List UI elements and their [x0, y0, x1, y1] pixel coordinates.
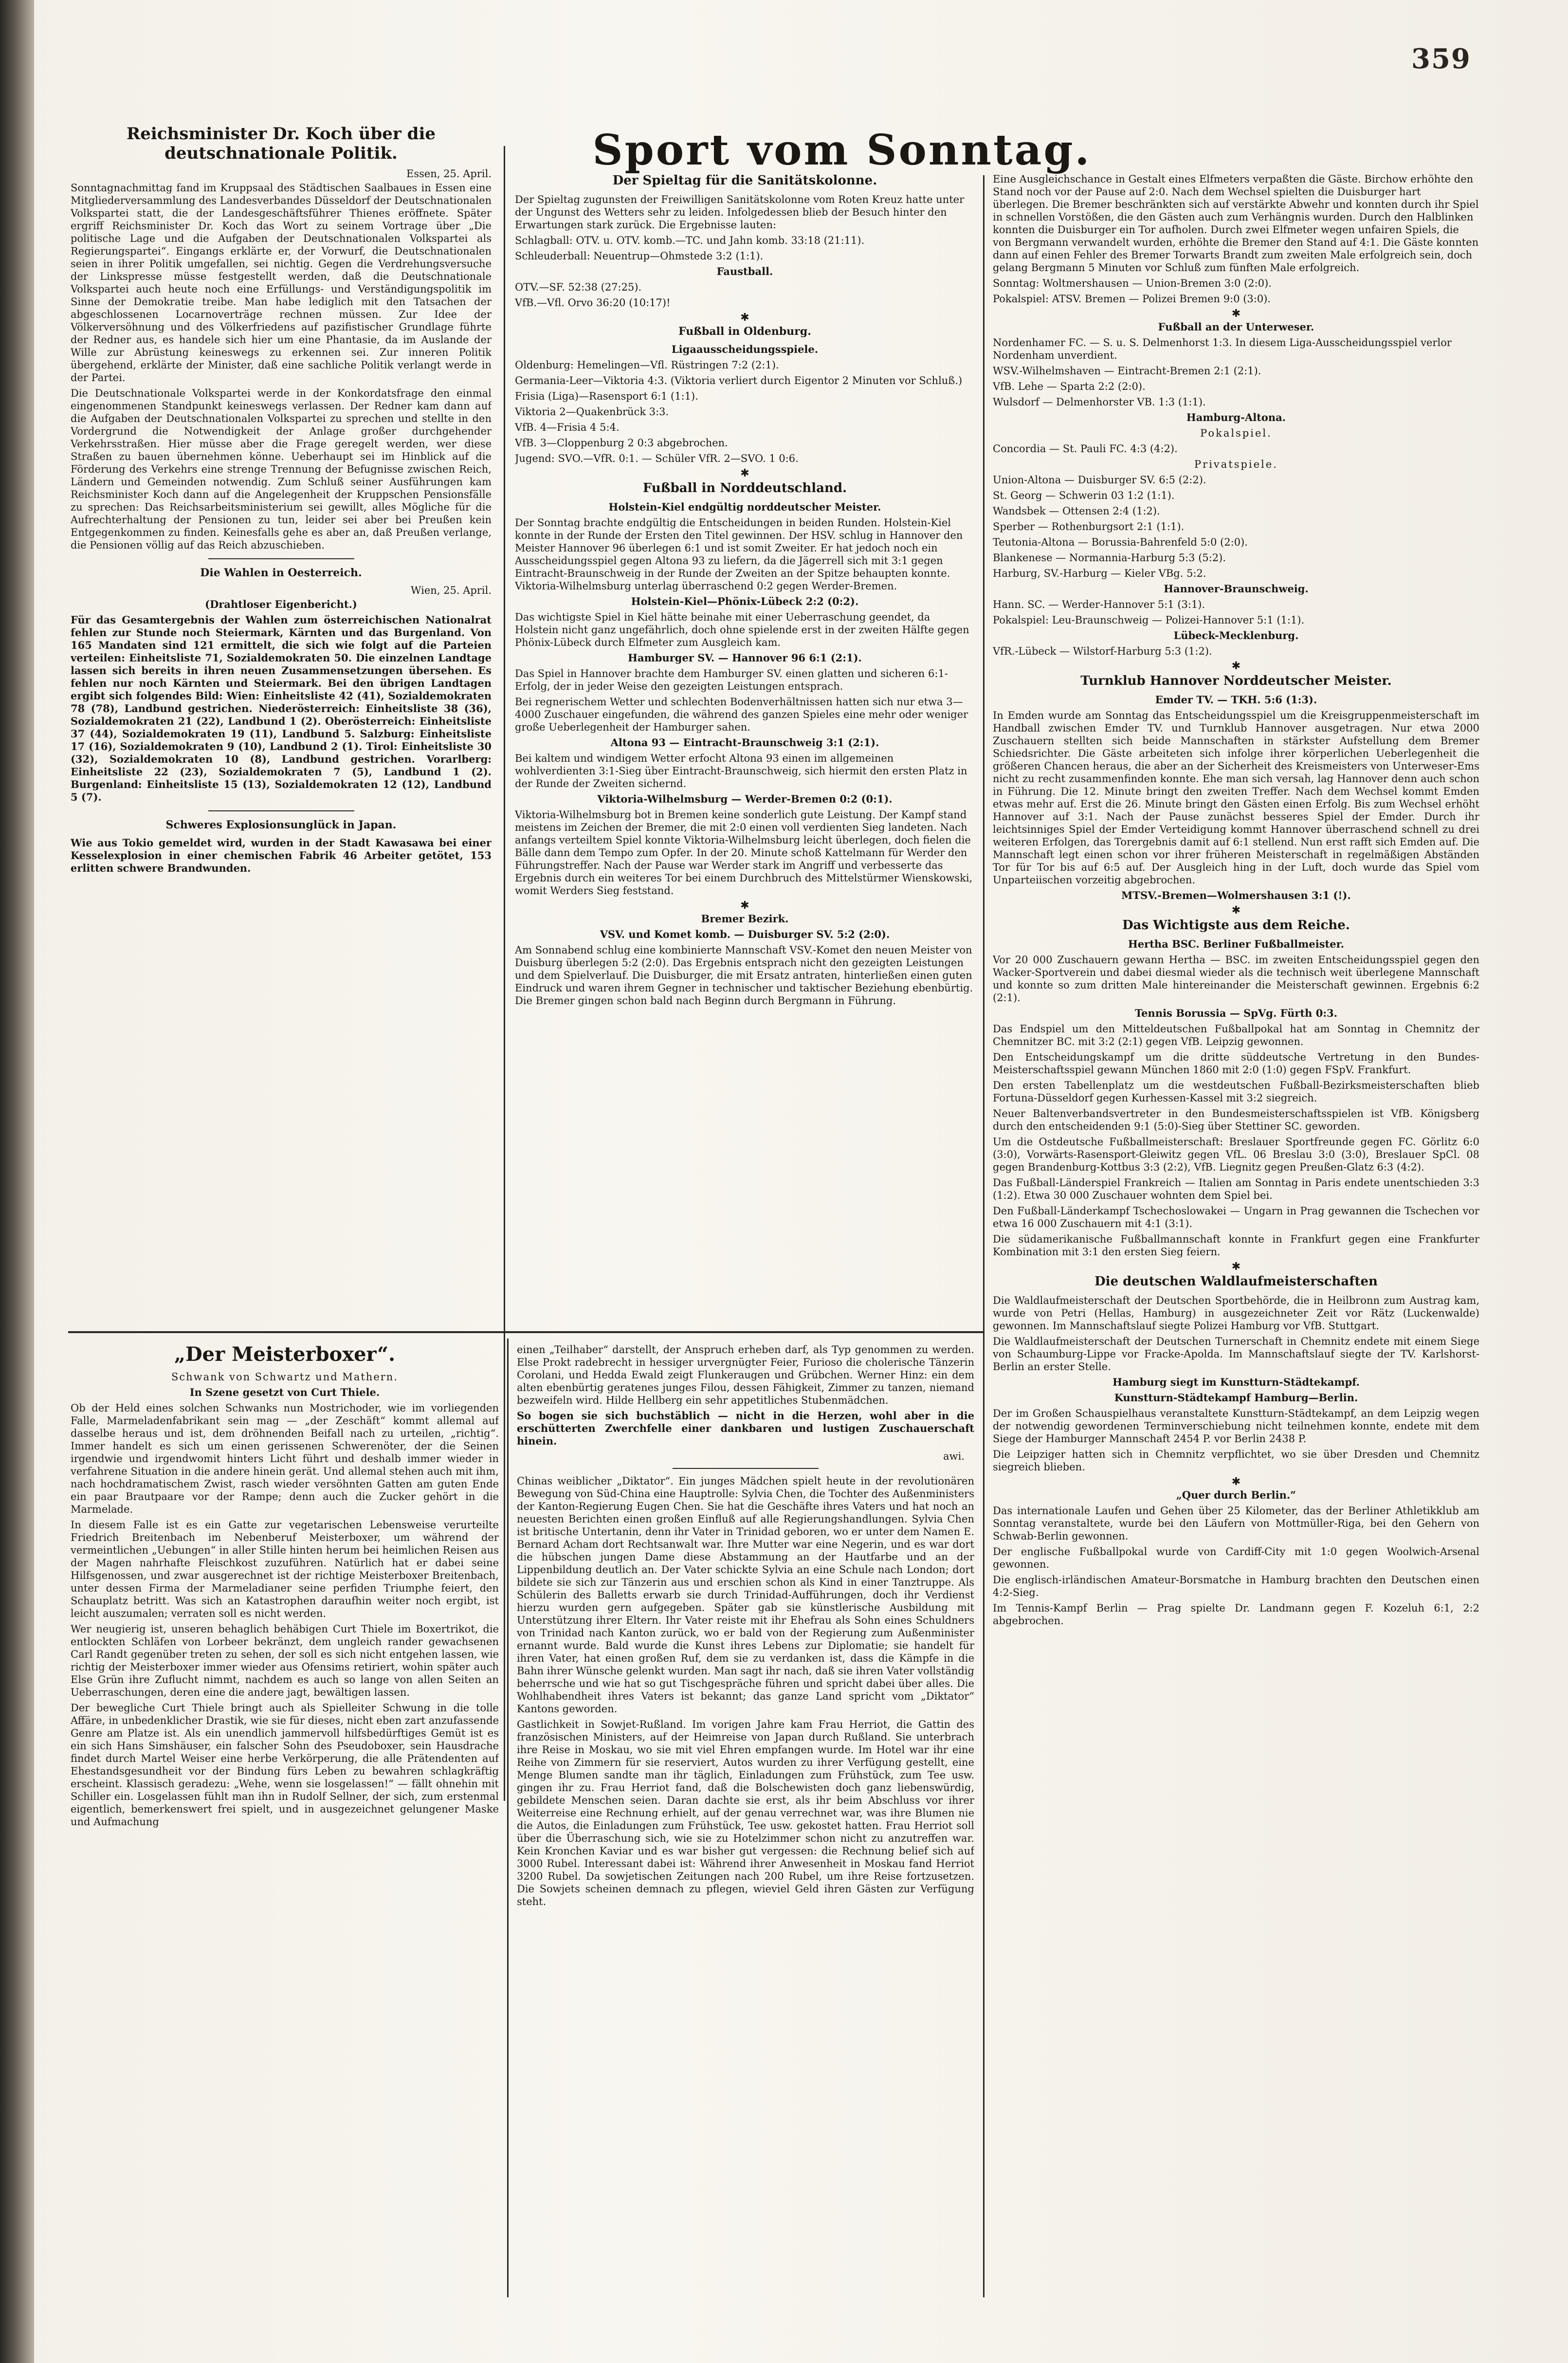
match-heading: Hamburger SV. — Hannover 96 6:1 (2:1).	[628, 652, 862, 664]
match-heading: VSV. und Komet komb. — Duisburger SV. 5:2 (2:0).	[600, 928, 890, 940]
divider	[208, 558, 354, 559]
oldenburg-result: Frisia (Liga)—Rasensport 6:1 (1:1).	[515, 390, 698, 402]
sanitaets-text: Der Spieltag zugunsten der Freiwilligen Sanitätskolonne vom Roten Kreuz hatte unter der Ungunst des Wetters sehr zu leiden. Infolgedessen blieb der Besuch hinter den Erwartungen stark zurück. Die Ergebnisse lauten:	[515, 194, 965, 231]
feuilleton-rule	[68, 1331, 983, 1333]
column-rule-2	[983, 175, 985, 2297]
page-number: 359	[1411, 43, 1471, 75]
match-heading: Holstein-Kiel—Phönix-Lübeck 2:2 (0:2).	[631, 595, 859, 607]
privat-sub: Privatspiele.	[1194, 458, 1278, 470]
luebeck-sub: Lübeck-Mecklenburg.	[1173, 629, 1299, 641]
wahlen-sub: (Drahtloser Eigenbericht.)	[205, 598, 357, 610]
kunstturn-sub2: Kunstturn-Städtekampf Hamburg—Berlin.	[1114, 1392, 1358, 1404]
oldenburg-result: Oldenburg: Hemelingen—Vfl. Rüstringen 7:2 (2:1).	[515, 359, 779, 371]
wahlen-dateline: Wien, 25. April.	[410, 585, 492, 596]
quer-sub: „Quer durch Berlin.“	[1176, 1489, 1296, 1501]
result-line: Teutonia-Altona — Borussia-Bahrenfeld 5:0 (2:0).	[993, 536, 1248, 548]
waldlauf-headline: Die deutschen Waldlaufmeisterschaften	[1094, 1274, 1378, 1289]
reich-paragraph: Um die Ostdeutsche Fußballmeisterschaft: Breslauer Sportfreunde gegen FC. Görlitz 6:0 (3:0), Vorwärts-Rasensport-Gleiwitz gegen VfL. 06 Breslau 3:0 (3:0), Breslauer SpCl. 08 gegen Brandenburg-Kottbus 3:3 (2:2), VfB. Liegnitz gegen Preußen-Glatz 6:3 (4:2).	[993, 1136, 1479, 1173]
kunstturn-paragraph: Der im Großen Schauspielhaus veranstaltete Kunstturn-Städtekampf, an dem Leipzig wegen der notwendig gewordenen Terminverschiebung nicht teilnehmen konnte, endete mit dem Siege der Hamburger Mannschaft 2454 P. vor Berlin 2438 P.	[993, 1408, 1479, 1445]
book-binding-edge	[0, 0, 34, 2363]
result-line: Wandsbek — Ottensen 2:4 (1:2).	[993, 505, 1160, 517]
quer-paragraph: Der englische Fußballpokal wurde von Cardiff-City mit 1:0 gegen Woolwich-Arsenal gewonnen.	[993, 1546, 1479, 1570]
reich-paragraph: Neuer Baltenverbandsvertreter in den Bundesmeisterschaftsspielen ist VfB. Königsberg durch den entscheidenden 9:1 (5:0)-Sieg über Stettiner SC. geworden.	[993, 1108, 1479, 1132]
sport-title: Sport vom Sonntag.	[592, 126, 1092, 175]
turnklub-result: Emder TV. — TKH. 5:6 (1:3).	[1155, 694, 1317, 706]
match-heading: Altona 93 — Eintracht-Braunschweig 3:1 (2:1).	[610, 736, 879, 749]
quer-paragraph: Das internationale Laufen und Gehen über 25 Kilometer, das der Berliner Athletikklub am Sonntag veranstaltete, wurde bei den Läufern von Mottmüller-Riga, bei den Gehern von Schwab-Berlin gewonnen.	[993, 1505, 1479, 1542]
hamburg-sub: Hamburg-Altona.	[1186, 411, 1286, 423]
meisterboxer-headline: „Der Meisterboxer“.	[174, 1343, 395, 1366]
kunstturn-sub: Hamburg siegt im Kunstturn-Städtekampf.	[1112, 1376, 1360, 1388]
result-line: Nordenhamer FC. — S. u. S. Delmenhorst 1:3. In diesem Liga-Ausscheidungsspiel verlor Nordenham unverdient.	[993, 337, 1452, 361]
norddeutsch-paragraph: Das Spiel in Hannover brachte dem Hamburger SV. einen glatten und sicheren 6:1-Erfolg, der in jeder Weise den gezeigten Leistungen entsprach.	[515, 668, 948, 692]
faustball-sub: Faustball.	[716, 265, 773, 277]
norddeutsch-paragraph: Bei regnerischem Wetter und schlechten Bodenverhältnissen hatten sich nur etwa 3—4000 Zuschauer eingefunden, die während des ganzen Spieles eine mehr oder weniger große Ueberlegenheit der Hamburger sahen.	[515, 696, 968, 733]
column-1	[71, 124, 492, 1326]
wahlen-headline: Die Wahlen in Oesterreich.	[200, 567, 362, 579]
japan-headline: Schweres Explosionsunglück in Japan.	[165, 819, 397, 831]
divider	[673, 1468, 819, 1469]
oldenburg-result: Viktoria 2—Quakenbrück 3:3.	[515, 406, 669, 418]
sanitaets-result: OTV.—SF. 52:38 (27:25).	[515, 281, 642, 293]
result-line: Sperber — Rothenburgsort 2:1 (1:1).	[993, 521, 1185, 532]
koch-paragraph: Sonntagnachmittag fand im Kruppsaal des Städtischen Saalbaues in Essen eine Mitgliederversammlung des Landesverbandes Düsseldorf der Deutschnationalen Volkspartei statt, die der Landesgeschäftsführer Thienes eröffnete. Später ergriff Reichsminister Dr. Koch das Wort zu seinem Vortrage über „Die politische Lage und die Aufgaben der Deutschnationalen Volkspartei als Regierungspartei“. Eingangs erklärte er, der Vorwurf, die Deutschnationalen seien in ihrer Politik umgefallen, sei nichtig. Gegen die Verdrehungsversuche der Linkspresse müsse festgestellt werden, daß die Deutschnationale Volkspartei auch heute noch eine Erfüllungs- und Verständigungspolitik im Sinne der Demokratie treibe. Man habe lediglich mit den Tatsachen der abgeschlossenen Locarnoverträge rechnen müssen. Zur Idee der Völkerversöhnung und des Völkerfriedens auf pazifistischer Grundlage führte der Redner aus, es handele sich hier um eine Phantasie, da im Auslande der Wille zur Abrüstung keineswegs zu erkennen sei. Zur inneren Politik übergehend, erklärte der Minister, daß eine sachliche Politik verlangt werde in der Partei.	[71, 182, 492, 384]
turnklub-headline: Turnklub Hannover Norddeutscher Meister.	[1080, 674, 1392, 688]
column-3	[993, 173, 1479, 2305]
mtsv-result: MTSV.-Bremen—Wolmershausen 3:1 (!).	[1121, 889, 1351, 901]
divider	[208, 810, 354, 811]
pokal-sub: Pokalspiel.	[1200, 427, 1272, 439]
result-line: Hann. SC. — Werder-Hannover 5:1 (3:1).	[993, 599, 1205, 610]
review-paragraph: Wer neugierig ist, unseren behaglich behäbigen Curt Thiele im Boxertrikot, die entlockten Schläfen von Lorbeer bekränzt, dem ungleich rander gewachsenen Carl Randt gegenüber treten zu sehen, der soll es sich nicht entgehen lassen, wie richtig der Meisterboxer immer wieder aus Ofensims retiriert, wohin später auch Else Grün ihre Zuflucht nimmt, nachdem es auch so lange von allen Seiten an Ueberraschungen, deren eine die andere jagt, bewältigen lassen.	[71, 1623, 499, 1698]
bremen-continued: Eine Ausgleichschance in Gestalt eines Elfmeters verpaßten die Gäste. Birchow erhöhte den Stand noch vor der Pause auf 2:0. Nach dem Wechsel spielten die Duisburger hart überlegen. Die Bremer beschränkten sich auf verstärkte Abwehr und konnten durch ihr Spiel in schnellen Vorstößen, die den Gästen auch zum Verhängnis wurden. Durch den Halblinken konnten die Duisburger ein Tor aufholen. Durch zwei Elfmeter wegen unfairen Spiels, die von Bergmann verwandelt wurden, erhöhte die Bremer den Stand auf 4:1. Die Gäste konnten dann auf einen Fehler des Bremer Torwarts Brandt zum zweiten Male erfolgreich sein, doch gelang Bergmann 5 Minuten vor Schluß zum fünften Male erfolgreich.	[993, 173, 1479, 274]
norddeutsch-sub: Holstein-Kiel endgültig norddeutscher Meister.	[608, 501, 881, 513]
kunstturn-paragraph: Die Leipziger hatten sich in Chemnitz verpflichtet, wo sie über Dresden und Chemnitz siegreich blieben.	[993, 1448, 1479, 1473]
result-line: WSV.-Wilhelmshaven — Eintracht-Bremen 2:1 (2:1).	[993, 365, 1261, 377]
result-line: St. Georg — Schwerin 03 1:2 (1:1).	[993, 490, 1175, 501]
column-2	[515, 173, 975, 1321]
result-line: Pokalspiel: Leu-Braunschweig — Polizei-Hannover 5:1 (1:1).	[993, 614, 1305, 626]
sanitaets-result: Schleuderball: Neuentrup—Ohmstede 3:2 (1:1).	[515, 250, 764, 262]
quer-paragraph: Die englisch-irländischen Amateur-Borsmatche in Hamburg brachten den Deutschen einen 4:2-Sieg.	[993, 1574, 1479, 1598]
review-paragraph: In diesem Falle ist es ein Gatte zur vegetarischen Lebensweise verurteilte Friedrich Breitenbach im Nebenberuf Meisterboxer, um während der vermeintlichen „Uebungen“ in aller Stille hinten herum bei heimlichen Reisen aus der Magen nahrhafte Fleischkost zuzuführen. Natürlich hat er dabei seine Hilfsgenossen, und zwar ausgerechnet ist der richtige Meisterboxer Breitenbach, unter dessen Firma der Marmeladianer seine perfiden Triumphe feiert, den Schauplatz betritt. Was sich an Katastrophen daraufhin weiter noch ergibt, ist leicht auszumalen; verraten soll es nicht werden.	[71, 1519, 499, 1619]
waldlauf-paragraph: Die Waldlaufmeisterschaft der Deutschen Sportbehörde, die in Heilbronn zum Austrag kam, wurde von Petri (Hellas, Hamburg) in ausgezeichneter Zeit vor Rätz (Luckenwalde) gewonnen. Im Mannschaftslauf siegte Polizei Hamburg vor VfB. Stuttgart.	[993, 1295, 1479, 1332]
star-divider: ✱	[740, 899, 749, 912]
oldenburg-result: VfB. 4—Frisia 4 5:4.	[515, 421, 620, 433]
meisterboxer-direction: In Szene gesetzt von Curt Thiele.	[189, 1386, 380, 1398]
reich-paragraph: Den Entscheidungskampf um die dritte süddeutsche Vertretung in den Bundes-Meisterschaftsspiel gewann München 1860 mit 2:0 (1:0) gegen FSpV. Frankfurt.	[993, 1051, 1479, 1076]
result-line: Union-Altona — Duisburger SV. 6:5 (2:2).	[993, 474, 1206, 486]
sanitaets-result: VfB.—Vfl. Orvo 36:20 (10:17)!	[515, 297, 671, 309]
star-divider: ✱	[740, 311, 749, 324]
column-rule-feuilleton	[507, 1338, 509, 2297]
result-line: Harburg, SV.-Harburg — Kieler VBg. 5:2.	[993, 568, 1206, 579]
reich-paragraph: Den ersten Tabellenplatz um die westdeutschen Fußball-Bezirksmeisterschaften blieb Fortuna-Düsseldorf gegen Kurhessen-Kassel mit 3:2 siegreich.	[993, 1080, 1479, 1104]
review-paragraph: So bogen sie sich buchstäblich — nicht in die Herzen, wohl aber in die erschütterten Zwerchfelle einer dankbaren und lustigen Zuschauerschaft hinein.	[517, 1410, 974, 1447]
unterweser-sub: Fußball an der Unterweser.	[1158, 321, 1314, 333]
norddeutsch-paragraph: Bei kaltem und windigem Wetter erfocht Altona 93 einen im allgemeinen wohlverdienten 3:1-Sieg über Eintracht-Braunschweig, sich hiermit den ersten Platz in der Runde der Zweiten sichernd.	[515, 752, 967, 789]
result-line: Pokalspiel: ATSV. Bremen — Polizei Bremen 9:0 (3:0).	[993, 293, 1271, 305]
bremen-paragraph: Am Sonnabend schlug eine kombinierte Mannschaft VSV.-Komet den neuen Meister von Duisburg überlegen 5:2 (2:0). Das Ergebnis entsprach nicht den gezeigten Leistungen und dem Spielverlauf. Die Duisburger, die mit Ersatz antraten, hinterließen einen guten Eindruck und waren ihrem Gegner in technischer und taktischer Beziehung ebenbürtig. Die Bremer gingen schon bald nach Beginn durch Bergmann in Führung.	[515, 944, 973, 1007]
review-paragraph: Ob der Held eines solchen Schwanks nun Mostrichoder, wie im vorliegenden Falle, Marmeladenfabrikant sein mag — „der Zeschäft“ kommt allemal auf dasselbe heraus und ist, dem dröhnenden Beifall nach zu urteilen, „richtig“. Immer handelt es sich um einen gerissenen Schwerenöter, der die Seinen irgendwie und irgendwomit hinters Licht führt und deshalb immer wieder in verfahrene Situation in die andere hinein gerät. Und allemal stehen auch mit ihm, nach hochdramatischem Zwist, rasch wieder versöhnten Gatten am guten Ende ein paar Brautpaare vor der Rampe; denn auch die Zucker gehört in die Marmelade.	[71, 1402, 499, 1515]
oldenburg-result: Germania-Leer—Viktoria 4:3. (Viktoria verliert durch Eigentor 2 Minuten vor Schluß.)	[515, 375, 963, 386]
result-line: Blankenese — Normannia-Harburg 5:3 (5:2).	[993, 552, 1226, 564]
review-paragraph: einen „Teilhaber“ darstellt, der Anspruch erheben darf, als Typ genommen zu werden. Else Prokt radebrecht in hessiger urvergnügter Feier, Furioso die cholerische Tänzerin Corolani, und Hedda Ewald zeigt Flunkeraugen und Grübchen. Werner Hinz: ein dem alten ebenbürtig geratenes junges Filou, dessen Fähigkeit, Zimmer zu tanzen, niemand bezweifeln wird. Hilde Hellberg ein sehr appetitliches Stubenmädchen.	[517, 1344, 974, 1406]
reich-headline: Das Wichtigste aus dem Reiche.	[1122, 918, 1350, 933]
star-divider: ✱	[1231, 1476, 1241, 1488]
japan-text: Wie aus Tokio gemeldet wird, wurden in der Stadt Kawasawa bei einer Kesselexplosion in einer chemischen Fabrik 46 Arbeiter getötet, 153 erlitten schwere Brandwunden.	[71, 837, 492, 874]
star-divider: ✱	[1231, 660, 1241, 672]
match-heading: Viktoria-Wilhelmsburg — Werder-Bremen 0:2 (0:1).	[597, 793, 893, 805]
review-paragraph: Der bewegliche Curt Thiele bringt auch als Spielleiter Schwung in die tolle Affäre, in unbedenklicher Drastik, wie sie für dieses, nicht eben zart anzufassende Genre am Platze ist. Als ein unendlich jammervoll hilfsbedürftiges Gemüt ist es ein sich Hans Simshäuser, ein falscher Sohn des Pseudoboxer, sein Hausdrache findet durch Martel Weiser eine herbe Verkörperung, die alle Prätendenten auf Ehestandsgesundheit vor der Bindung fürs Leben zu bewahren schlagkräftig erscheint. Klassisch geradezu: „Wehe, wenn sie losgelassen!“ — fällt ohnehin mit Schiller ein. Losgelassen fühlt man ihn in Rudolf Sellner, der sich, zum erstenmal eigentlich, bemerkenswert frei spielt, und in ausgezeichnet gelungener Maske und Aufmachung	[71, 1702, 499, 1828]
oldenburg-headline: Fußball in Oldenburg.	[678, 325, 811, 338]
result-line: VfR.-Lübeck — Wilstorf-Harburg 5:3 (1:2).	[993, 645, 1212, 657]
reich-paragraph: Das Endspiel um den Mitteldeutschen Fußballpokal hat am Sonntag in Chemnitz der Chemnitzer BC. mit 3:2 (2:1) gegen VfB. Leipzig gewonnen.	[993, 1023, 1479, 1047]
reich-paragraph: Den Fußball-Länderkampf Tschechoslowakei — Ungarn in Prag gewannen die Tschechen vor etwa 16 000 Zuschauern mit 4:1 (3:1).	[993, 1205, 1479, 1229]
oldenburg-result: Jugend: SVO.—VfR. 0:1. — Schüler VfR. 2—SVO. 1 0:6.	[515, 453, 799, 464]
reich-paragraph: Das Fußball-Länderspiel Frankreich — Italien am Sonntag in Paris endete unentschieden 3:3 (1:2). Etwa 30 000 Zuschauer wohnten dem Spiel bei.	[993, 1177, 1479, 1201]
result-line: Wulsdorf — Delmenhorster VB. 1:3 (1:1).	[993, 396, 1206, 408]
norddeutsch-headline: Fußball in Norddeutschland.	[642, 481, 847, 495]
reich-paragraph: Die südamerikanische Fußballmannschaft konnte in Frankfurt gegen eine Frankfurter Kombination mit 3:1 den ersten Sieg feiern.	[993, 1233, 1479, 1258]
feuilleton-column-1	[71, 1343, 499, 2302]
norddeutsch-paragraph: Das wichtigste Spiel in Kiel hätte beinahe mit einer Ueberraschung geendet, da Holstein nicht ganz ungefährlich, doch ohne spielende erst in der zweiten Hälfte gegen Phönix-Lübeck durch Elfmeter zum Ausgleich kam.	[515, 611, 969, 648]
wahlen-text: Für das Gesamtergebnis der Wahlen zum österreichischen Nationalrat fehlen zur Stunde noch Steiermark, Kärnten und das Burgenland. Von 165 Mandaten sind 121 ermittelt, die sich wie folgt auf die Parteien verteilen: Einheitsliste 71, Sozialdemokraten 50. Die einzelnen Landtage lassen sich bereits in ihren neuen Zusammensetzungen übersehen. Es fehlen nur noch Kärnten und Steiermark. Bei den übrigen Landtagen ergibt sich folgendes Bild: Wien: Einheitsliste 42 (41), Sozialdemokraten 78 (78), Landbund gestrichen. Niederösterreich: Einheitsliste 38 (36), Sozialdemokraten 21 (22), Landbund 1 (2). Oberösterreich: Einheitsliste 37 (44), Sozialdemokraten 19 (11), Landbund 5. Salzburg: Einheitsliste 17 (16), Sozialdemokraten 9 (10), Landbund 2 (1). Tirol: Einheitsliste 30 (32), Sozialdemokraten 10 (8), Landbund gestrichen. Vorarlberg: Einheitsliste 22 (23), Sozialdemokraten 7 (5), Landbund 1 (2). Burgenland: Einheitsliste 15 (13), Sozialdemokraten 12 (12), Landbund 5 (7).	[71, 614, 492, 803]
koch-dateline: Essen, 25. April.	[406, 168, 492, 180]
column-rule-1	[504, 146, 505, 1801]
feuilleton-column-2	[517, 1343, 974, 2302]
star-divider: ✱	[1231, 1261, 1241, 1273]
result-line: VfB. Lehe — Sparta 2:2 (2:0).	[993, 381, 1146, 392]
turnklub-paragraph: In Emden wurde am Sonntag das Entscheidungsspiel um die Kreisgruppenmeisterschaft im Handball zwischen Emder TV. und Turnklub Hannover ausgetragen. Nur etwa 2000 Zuschauern stellten sich beide Mannschaften in stärkster Aufstellung dem Bremer Schiedsrichter. Die Gäste arbeiteten sich infolge ihrer körperlichen Ueberlegenheit die größeren Chancen heraus, die aber an der Sicherheit des Kreismeisters von Unterweser-Ems nicht zu recht zusammenfinden konnte. Ehe man sich versah, lag Hannover denn auch schon in Führung. Die 12. Minute bringt den zweiten Treffer. Nach dem Wechsel kommt Emden etwas mehr auf. Erst die 26. Minute bringt den Gästen einen Erfolg. Bis zum Wechsel erhöht Hannover auf 3:1. Nach der Pause zunächst besseres Spiel der Emder. Durch ihr leichtsinniges Spiel der Emder Verteidigung kommt Hannover überraschend schnell zu drei weiteren Erfolgen, das Torergebnis damit auf 6:1 stellend. Nun erst rafft sich Emden auf. Die Mannschaft legt einen schon vor ihrer früheren Meisterschaft in regelmäßigen Abständen Tor für Tor bis auf 6:5 auf. Der Ausgleich hing in der Luft, doch wurde das Spiel vom Unparteiischen vorzeitig abgebrochen.	[993, 710, 1479, 886]
quer-paragraph: Im Tennis-Kampf Berlin — Prag spielte Dr. Landmann gegen F. Kozeluh 6:1, 2:2 abgebrochen.	[993, 1602, 1479, 1627]
hannover-sub: Hannover-Braunschweig.	[1164, 583, 1309, 595]
oldenburg-result: VfB. 3—Cloppenburg 2 0:3 abgebrochen.	[515, 437, 728, 449]
bremen-sub: Bremer Bezirk.	[701, 913, 789, 925]
result-line: Concordia — St. Pauli FC. 4:3 (4:2).	[993, 443, 1178, 455]
result-line: Sonntag: Woltmershausen — Union-Bremen 3:0 (2:0).	[993, 277, 1272, 289]
meisterboxer-subtitle: Schwank von Schwartz und Mathern.	[171, 1371, 398, 1383]
norddeutsch-paragraph: Der Sonntag brachte endgültig die Entscheidungen in beiden Runden. Holstein-Kiel konnte in der Runde der Ersten den Titel gewinnen. Der HSV. schlug in Hannover den Meister Hannover 96 überlegen 6:1 und ist somit Zweiter. Er hat jedoch noch ein Ausscheidungsspiel gegen Altona 93 zu liefern, da die Jägerrell sich mit 3:1 gegen Eintracht-Braunschweig in der Runde der Zweiten an der Spitze behaupten konnte. Viktoria-Wilhelmsburg unterlag überraschend 0:2 gegen Werder-Bremen.	[515, 517, 963, 592]
reich-paragraph: Vor 20 000 Zuschauern gewann Hertha — BSC. im zweiten Entscheidungsspiel gegen den Wacker-Sportverein und dabei diesmal wieder als die technisch weit überlegene Mannschaft und konnte so zum dritten Male hintereinander die Meisterschaft gewinnen. Ergebnis 6:2 (2:1).	[993, 954, 1479, 1004]
star-divider: ✱	[1231, 308, 1241, 320]
koch-headline: Reichsminister Dr. Koch über die deutschnationale Politik.	[126, 124, 436, 163]
china-paragraph: Chinas weiblicher „Diktator“. Ein junges Mädchen spielt heute in der revolutionären Bewegung von Süd-China eine Hauptrolle: Sylvia Chen, die Tochter des Außenministers der Kanton-Regierung Eugen Chen. Sie hat die Geschäfte ihres Vaters und hat noch an neuesten Berichten einen großen Einfluß auf alle Regierungshandlungen. Sylvia Chen ist britische Untertanin, denn ihr Vater in Trinidad geboren, wo er unter dem Namen E. Bernard Acham dort Rechtsanwalt war. Ihre Mutter war eine Negerin, und es war dort die hübschen jungen Dame diese Abstammung an der Hautfarbe und an der Lippenbildung deutlich an. Der Vater schickte Sylvia an eine Schule nach London; dort bildete sie sich zur Tänzerin aus und erschien schon als Kind in einer Tanztruppe. Als Schülerin des Balletts erwarb sie durch Trinidad-Aufführungen, doch ihr Verdienst hierzu wurden gern aufgegeben. Später gab sie künstlerische Ausbildung mit Unterstützung ihrer Eltern. Ihr Vater reiste mit ihr Ehefrau als Sohn eines Schuldners von Trinidad nach Kanton zurück, wo er bald von der Regierung zum Außenminister ernannt wurde. Bald wurde die Kunst ihres Lebens zur Diplomatie; sie handelt für ihren Vater, hat einen großen Ruf, dem sie zu verdanken ist, dass die Kämpfe in die Bahn ihrer Wünsche gelenkt wurden. Man sagt ihr nach, daß sie ihren Vater vollständig beherrsche und wie hat so gut Tischgespräche führen und spricht dabei über alles. Die Wohlhabendheit ihres Vaters ist bekannt; das ganze Land spricht vom „Diktator“ Kantons geworden.	[517, 1475, 974, 1715]
waldlauf-paragraph: Die Waldlaufmeisterschaft der Deutschen Turnerschaft in Chemnitz endete mit einem Siege von Schaumburg-Lippe vor Fracke-Apolda. Im Mannschaftslauf siegte der TV. Karlshorst-Berlin an erster Stelle.	[993, 1336, 1479, 1373]
sanitaets-headline: Der Spieltag für die Sanitätskolonne.	[612, 173, 877, 188]
russland-paragraph: Gastlichkeit in Sowjet-Rußland. Im vorigen Jahre kam Frau Herriot, die Gattin des französischen Ministers, auf der Heimreise von Japan durch Rußland. Sie unterbrach ihre Reise in Moskau, wo sie mit viel Ehren empfangen wurde. Im Hotel war ihr eine Reihe von Zimmern für sie reserviert, Autos wurden zu ihrer Verfügung gestellt, eine Menge Blumen sandte man ihr täglich, Einladungen zum Frühstück, zum Tee usw. gingen ihr zu. Frau Herriot fand, daß die Bolschewisten doch ganz liebenswürdig, gebildete Menschen seien. Daran dachte sie erst, als ihr beim Abschluss vor ihrer Weiterreise eine Rechnung erhielt, auf der genau verrechnet war, was ihre Blumen nie die Autos, die Einladungen zum Frühstück, Tee usw. gekostet hatten. Frau Herriot soll über die Überraschung sich, wie sie zu Hotelzimmer schon nicht zu anzutreffen war. Kein Kronchen Kaviar und es war bisher gut vergessen: die Rechnung belief sich auf 3000 Rubel. Interessant dabei ist: Während ihrer Anwesenheit in Moskau fand Herriot 3200 Rubel. Da sowjetischen Zeitungen nach 200 Rubel, um ihre Reise fortzusetzen. Die Sowjets scheinen demnach zu pflegen, wieviel Geld ihren Gästen zur Verfügung steht.	[517, 1719, 974, 1907]
reich-sub: Tennis Borussia — SpVg. Fürth 0:3.	[1134, 1007, 1338, 1019]
sanitaets-result: Schlagball: OTV. u. OTV. komb.—TC. und Jahn komb. 33:18 (21:11).	[515, 235, 865, 246]
review-signature: awi.	[943, 1450, 965, 1462]
oldenburg-sub: Ligaausscheidungsspiele.	[671, 343, 819, 355]
star-divider: ✱	[1231, 904, 1241, 916]
star-divider: ✱	[740, 467, 749, 479]
reich-sub: Hertha BSC. Berliner Fußballmeister.	[1128, 938, 1345, 950]
koch-paragraph: Die Deutschnationale Volkspartei werde in der Konkordatsfrage den einmal eingenommenen Standpunkt keineswegs verlassen. Der Redner kam dann auf die Aufgaben der Deutschnationalen Volkspartei zu sprechen und stellte in den Vordergrund die Notwendigkeit der Anlage großer durchgehender Verkehrsstraßen. Hier müsse aber die Frage geregelt werden, wer diese Straßen zu bauen übernehmen könne. Ueberhaupt sei im Hinblick auf die Förderung des Verkehrs eine strenge Trennung der Befugnisse zwischen Reich, Ländern und Gemeinden notwendig. Zum Schluß seiner Ausführungen kam Reichsminister Koch dann auf die Angelegenheit der Kruppschen Pensionsfälle zu sprechen: Das Reichsarbeitsministerium sei gewillt, alles Mögliche für die Aufrechterhaltung der Pensionen zu tun, leider sei aber bei Preußen kein Entgegenkommen zu finden. Keinesfalls gehe es aber an, daß Preußen verlange, die Pensionen völlig auf das Reich abzuschieben.	[71, 387, 492, 551]
norddeutsch-paragraph: Viktoria-Wilhelmsburg bot in Bremen keine sonderlich gute Leistung. Der Kampf stand meistens im Zeichen der Bremer, die mit 2:0 einen voll verdienten Sieg landeten. Nach anfangs verteiltem Spiel konnte Viktoria-Wilhelmsburg leicht überlegen, doch fielen die Bälle dann dem Tempo zum Opfer. In der 20. Minute schoß Kattelmann für Werder den Führungstreffer. Nach der Pause war Werder stark im Angriff und verbesserte das Ergebnis durch ein weiteres Tor bei einem Durchbruch des Mittelstürmer Wienskowski, womit Werders Sieg feststand.	[515, 809, 973, 897]
